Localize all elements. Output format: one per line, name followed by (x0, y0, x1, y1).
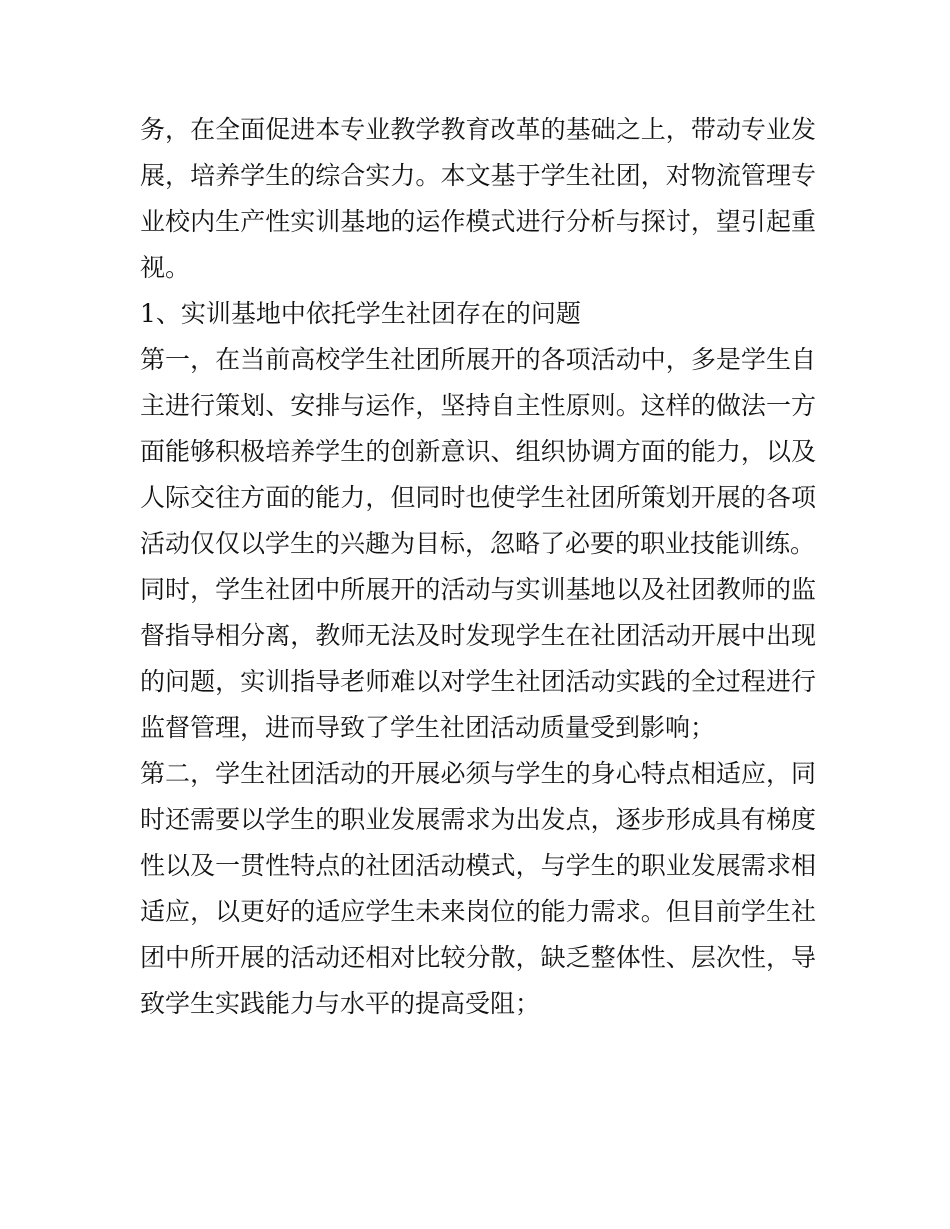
paragraph-first-point-continued: 同时，学生社团中所展开的活动与实训基地以及社团教师的监督指导相分离，教师无法及时发现学生在社团活动开展中出现的问题，实训指导老师难以对学生社团活动实践的全过程进行监督管理，进而导致了学生社团活动质量受到影响； (140, 575, 816, 742)
paragraph-first-point: 第一，在当前高校学生社团所展开的各项活动中，多是学生自主进行策划、安排与运作，坚持自主性原则。这样的做法一方面能够积极培养学生的创新意识、组织协调方面的能力，以及人际交往方面的能力，但同时也使学生社团所策划开展的各项活动仅仅以学生的兴趣为目标，忽略了必要的职业技能训练。 (140, 345, 816, 558)
section-heading: 1、实训基地中依托学生社团存在的问题 (140, 299, 581, 328)
paragraph-intro-continuation: 务，在全面促进本专业教学教育改革的基础之上，带动专业发展，培养学生的综合实力。本文基于学生社团，对物流管理专业校内生产性实训基地的运作模式进行分析与探讨，望引起重视。 (140, 115, 816, 282)
paragraph-second-point: 第二，学生社团活动的开展必须与学生的身心特点相适应，同时还需要以学生的职业发展需求为出发点，逐步形成具有梯度性以及一贯性特点的社团活动模式，与学生的职业发展需求相适应，以更好的适应学生未来岗位的能力需求。但目前学生社团中所开展的活动还相对比较分散，缺乏整体性、层次性，导致学生实践能力与水平的提高受阻； (140, 759, 816, 1018)
body-text (140, 107, 816, 1027)
